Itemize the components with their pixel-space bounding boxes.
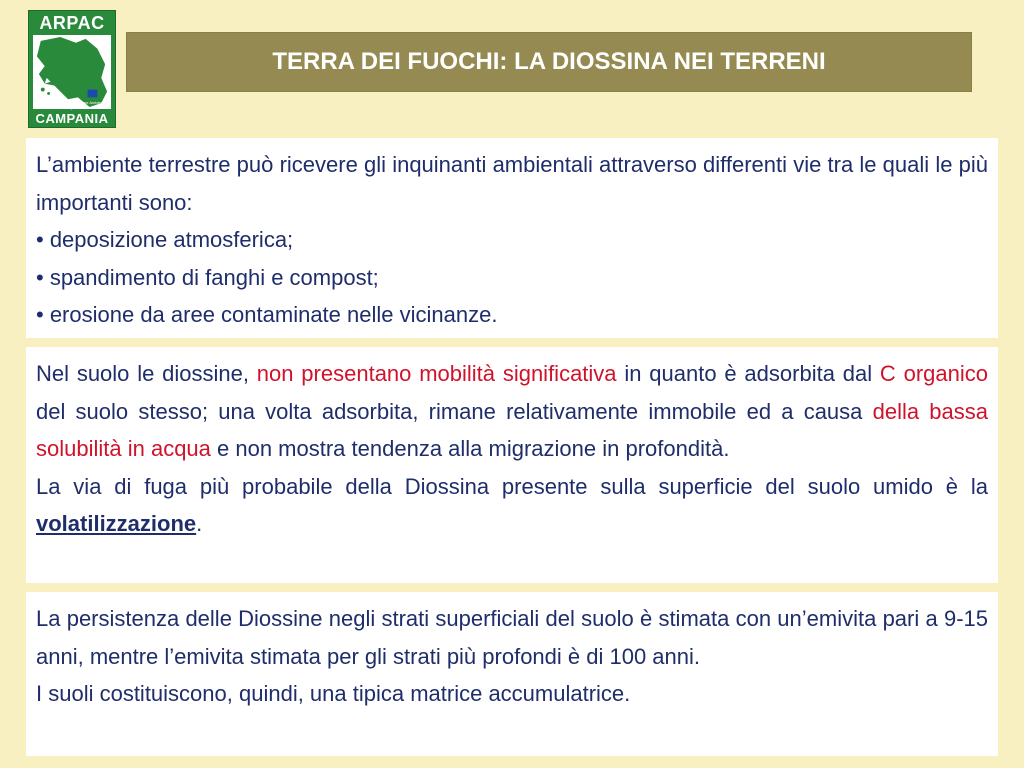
logo-agency-text: Agenzia Regionale Protezione Ambientale Campania — [34, 100, 110, 110]
bullet-item: • erosione da aree contaminate nelle vicinanze. — [36, 302, 498, 327]
bullet-item: • spandimento di fanghi e compost; — [36, 264, 379, 290]
text-span: del suolo stesso; una volta adsorbita, rimane relativamente immobile ed a causa — [36, 398, 873, 424]
slide-title: TERRA DEI FUOCHI: LA DIOSSINA NEI TERRENI — [126, 32, 972, 92]
logo-map-panel — [33, 35, 111, 109]
text-span: La via di fuga più probabile della Diossina presente sulla superficie del suolo umido è la — [36, 473, 988, 499]
pathways-intro: L’ambiente terrestre può ricevere gli inquinanti ambientali attraverso differenti vie tra le quali le più importanti sono: — [36, 152, 988, 215]
text-span: in quanto è adsorbita dal — [616, 361, 880, 386]
text-box-mobility — [26, 347, 998, 583]
persistence-paragraph: La persistenza delle Diossine negli strati superficiali del suolo è stimata con un’emivita pari a 9-15 anni, mentre l’emivita stimata per gli strati più profondi è di 100 anni. — [36, 606, 988, 669]
campania-region-map-icon — [33, 35, 111, 109]
text-span: Nel suolo le diossine, — [36, 361, 257, 386]
text-span: . — [196, 511, 203, 536]
logo-top-text: ARPAC — [39, 13, 105, 33]
logo-bottom-text: CAMPANIA — [35, 111, 109, 126]
bullet-item: • deposizione atmosferica; — [36, 227, 294, 252]
volatilizzazione-link[interactable]: volatilizzazione — [36, 511, 197, 536]
highlight-text: non presentano mobilità significativa — [256, 361, 617, 386]
text-box-persistence — [26, 592, 998, 756]
text-box-pathways — [26, 138, 998, 338]
conclusion-paragraph: I suoli costituiscono, quindi, una tipica matrice accumulatrice. — [36, 681, 631, 706]
highlight-text: della bassa solubilità in acqua — [36, 398, 988, 461]
text-span: e non mostra tendenza alla migrazione in profondità. — [210, 436, 730, 461]
volatilization-paragraph — [36, 468, 988, 543]
arpac-logo — [28, 10, 116, 128]
mobility-paragraph — [36, 355, 988, 468]
highlight-text: C organico — [879, 361, 989, 386]
